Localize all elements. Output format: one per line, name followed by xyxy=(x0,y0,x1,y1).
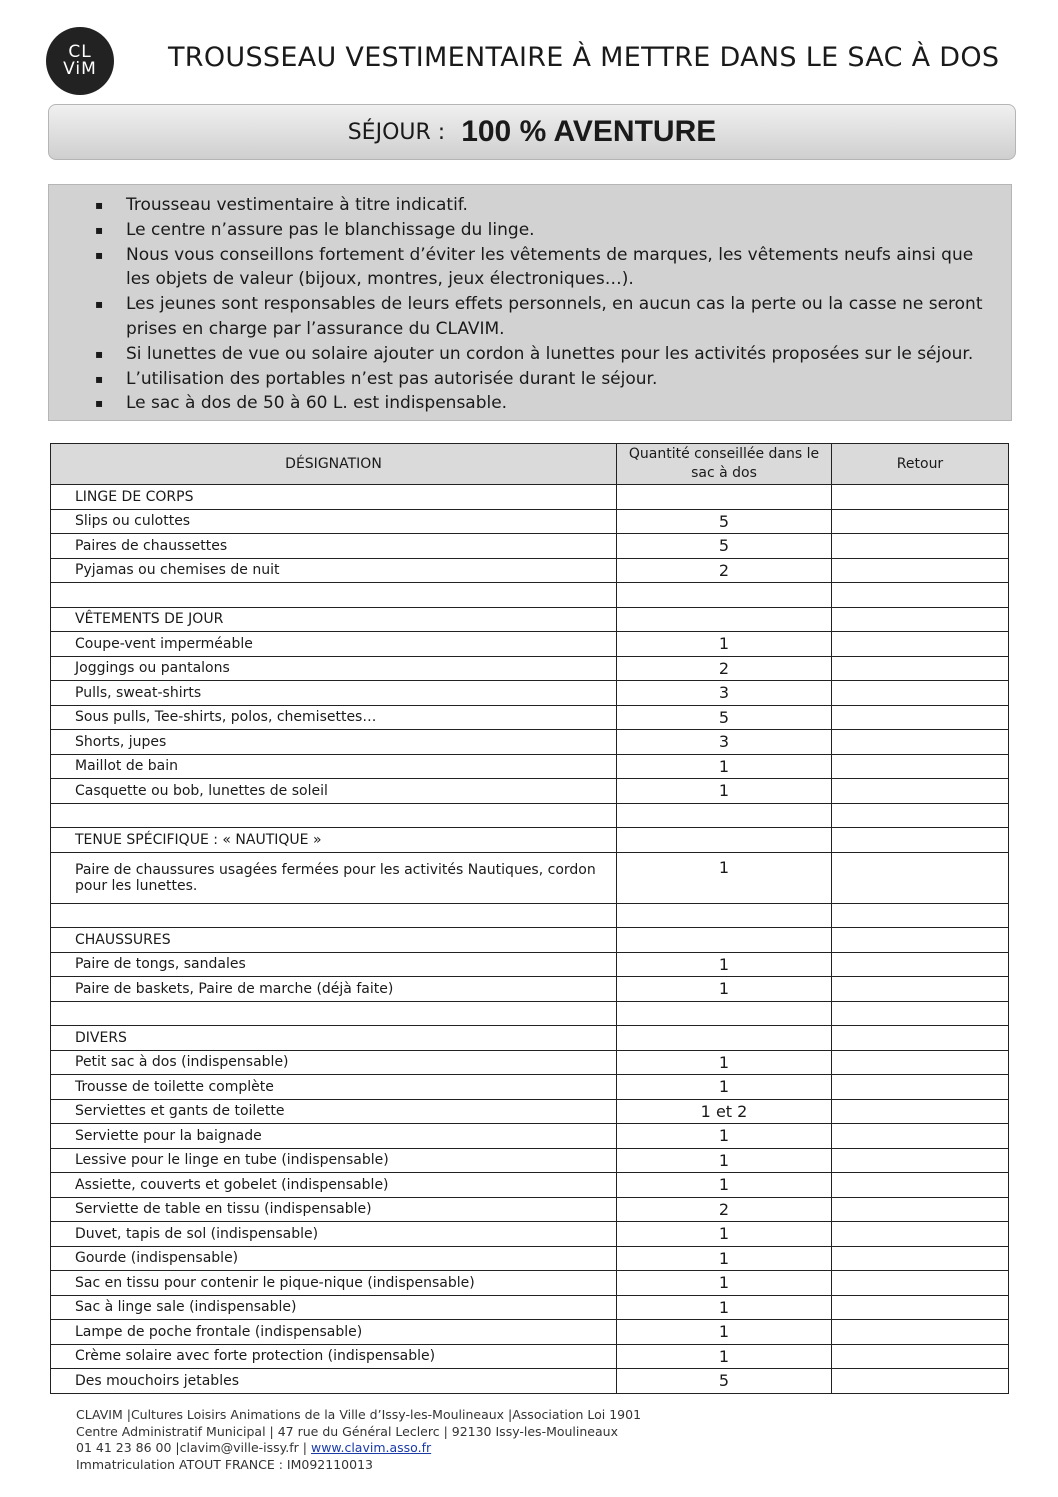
cell-quantity: 2 xyxy=(617,1197,832,1222)
note-item xyxy=(49,292,1001,342)
logo-text-top: CL xyxy=(68,42,92,62)
cell-designation: TENUE SPÉCIFIQUE : « NAUTIQUE » xyxy=(51,828,617,853)
cell-designation: Maillot de bain xyxy=(51,754,617,779)
cell-designation: Paire de tongs, sandales xyxy=(51,952,617,977)
cell-quantity xyxy=(617,828,832,853)
table-row xyxy=(51,1001,1009,1026)
note-text: Trousseau vestimentaire à titre indicatif. xyxy=(126,195,468,215)
table-row xyxy=(51,828,1009,853)
bullet-icon: ▪ xyxy=(95,198,104,212)
cell-quantity: 1 xyxy=(617,1075,832,1100)
cell-quantity: 1 xyxy=(617,1295,832,1320)
note-text: L’utilisation des portables n’est pas autorisée durant le séjour. xyxy=(126,368,658,389)
table-row xyxy=(51,1295,1009,1320)
cell-retour xyxy=(832,1124,1009,1149)
cell-designation: Serviette de table en tissu (indispensable) xyxy=(51,1197,617,1222)
cell-quantity: 1 xyxy=(617,1148,832,1173)
table-row xyxy=(51,1050,1009,1075)
table-row xyxy=(51,1124,1009,1149)
cell-retour xyxy=(832,1148,1009,1173)
cell-retour xyxy=(832,952,1009,977)
notes-box xyxy=(48,184,1012,421)
table-row xyxy=(51,607,1009,632)
cell-retour xyxy=(832,632,1009,657)
cell-retour xyxy=(832,928,1009,953)
cell-retour xyxy=(832,1344,1009,1369)
note-item xyxy=(49,367,1001,392)
website-link[interactable]: www.clavim.asso.fr xyxy=(310,1440,432,1455)
cell-designation: Serviette pour la baignade xyxy=(51,1124,617,1149)
sejour-banner xyxy=(48,104,1016,160)
cell-retour xyxy=(832,828,1009,853)
footer-line-2: Centre Administratif Municipal | 47 rue du Général Leclerc | 92130 Issy-les-Moulineaux xyxy=(76,1423,618,1439)
table-row xyxy=(51,852,1009,903)
cell-designation: CHAUSSURES xyxy=(51,928,617,953)
bullet-icon: ▪ xyxy=(95,346,104,361)
note-item xyxy=(49,391,1001,416)
footer-line-1: CLAVIM |Cultures Loisirs Animations de la Ville d’Issy-les-Moulineaux |Association Loi 1901 xyxy=(76,1407,642,1422)
cell-retour xyxy=(832,903,1009,928)
cell-quantity: 3 xyxy=(617,730,832,755)
cell-designation: Petit sac à dos (indispensable) xyxy=(51,1050,617,1075)
cell-designation: DIVERS xyxy=(51,1026,617,1051)
bullet-icon: ▪ xyxy=(95,371,104,386)
table-row xyxy=(51,754,1009,779)
cell-quantity: 1 xyxy=(617,1173,832,1198)
table-row xyxy=(51,803,1009,828)
cell-designation: Sous pulls, Tee-shirts, polos, chemisettes… xyxy=(51,705,617,730)
table-row xyxy=(51,681,1009,706)
trousseau-table xyxy=(50,443,1009,1394)
cell-quantity: 1 xyxy=(617,1222,832,1247)
cell-retour xyxy=(832,656,1009,681)
footer-contact: 01 41 23 86 00 |clavim@ville-issy.fr | xyxy=(76,1440,311,1455)
cell-quantity: 1 xyxy=(617,1050,832,1075)
table-row xyxy=(51,779,1009,804)
cell-designation: Sac à linge sale (indispensable) xyxy=(51,1295,617,1320)
cell-retour xyxy=(832,1320,1009,1345)
table-row xyxy=(51,632,1009,657)
cell-designation: Sac en tissu pour contenir le pique-nique (indispensable) xyxy=(51,1271,617,1296)
table-row xyxy=(51,509,1009,534)
table-header-row xyxy=(51,444,1009,485)
cell-designation: Paire de baskets, Paire de marche (déjà faite) xyxy=(51,977,617,1002)
bullet-icon: ▪ xyxy=(95,247,104,262)
table-row xyxy=(51,730,1009,755)
cell-quantity xyxy=(617,1001,832,1026)
cell-retour xyxy=(832,583,1009,608)
cell-retour xyxy=(832,852,1009,903)
cell-quantity: 1 xyxy=(617,779,832,804)
cell-quantity: 1 et 2 xyxy=(617,1099,832,1124)
cell-retour xyxy=(832,1369,1009,1394)
footer-line-3 xyxy=(76,1440,641,1457)
cell-retour xyxy=(832,730,1009,755)
logo-text-bottom: ViM xyxy=(63,59,97,79)
table-row xyxy=(51,1271,1009,1296)
table-row xyxy=(51,558,1009,583)
cell-designation: Serviettes et gants de toilette xyxy=(51,1099,617,1124)
cell-designation: Des mouchoirs jetables xyxy=(51,1369,617,1394)
cell-designation: Coupe-vent imperméable xyxy=(51,632,617,657)
cell-designation: Shorts, jupes xyxy=(51,730,617,755)
cell-designation xyxy=(51,1001,617,1026)
table-row xyxy=(51,534,1009,559)
cell-designation: Lessive pour le linge en tube (indispensable) xyxy=(51,1148,617,1173)
note-item xyxy=(49,342,1001,367)
cell-retour xyxy=(832,754,1009,779)
cell-designation: VÊTEMENTS DE JOUR xyxy=(51,607,617,632)
table-row xyxy=(51,485,1009,510)
table-row xyxy=(51,1075,1009,1100)
table-row xyxy=(51,656,1009,681)
cell-designation: Lampe de poche frontale (indispensable) xyxy=(51,1320,617,1345)
cell-quantity: 1 xyxy=(617,1344,832,1369)
cell-designation: Joggings ou pantalons xyxy=(51,656,617,681)
cell-quantity: 2 xyxy=(617,656,832,681)
cell-quantity: 5 xyxy=(617,1369,832,1394)
cell-quantity: 3 xyxy=(617,681,832,706)
cell-quantity: 5 xyxy=(617,509,832,534)
table-row xyxy=(51,583,1009,608)
cell-quantity xyxy=(617,928,832,953)
cell-retour xyxy=(832,1295,1009,1320)
cell-quantity xyxy=(617,485,832,510)
table-row xyxy=(51,1344,1009,1369)
page-title: TROUSSEAU VESTIMENTAIRE À METTRE DANS LE SAC À DOS xyxy=(168,42,1000,73)
table-row xyxy=(51,1173,1009,1198)
cell-retour xyxy=(832,1075,1009,1100)
sejour-name: 100 % AVENTURE xyxy=(461,115,717,148)
cell-quantity: 1 xyxy=(617,1246,832,1271)
table-row xyxy=(51,705,1009,730)
cell-retour xyxy=(832,1271,1009,1296)
cell-retour xyxy=(832,803,1009,828)
cell-quantity: 5 xyxy=(617,534,832,559)
cell-designation xyxy=(51,903,617,928)
cell-retour xyxy=(832,977,1009,1002)
cell-retour xyxy=(832,1222,1009,1247)
cell-designation: Pulls, sweat-shirts xyxy=(51,681,617,706)
notes-list xyxy=(49,185,1011,416)
table-row xyxy=(51,1099,1009,1124)
header-retour: Retour xyxy=(832,444,1009,485)
sejour-label: SÉJOUR : xyxy=(347,119,446,145)
clavim-logo xyxy=(46,27,114,95)
cell-retour xyxy=(832,558,1009,583)
cell-retour xyxy=(832,705,1009,730)
cell-retour xyxy=(832,534,1009,559)
cell-quantity: 2 xyxy=(617,558,832,583)
cell-designation xyxy=(51,583,617,608)
cell-retour xyxy=(832,1001,1009,1026)
cell-designation: Paires de chaussettes xyxy=(51,534,617,559)
table-row xyxy=(51,1026,1009,1051)
cell-designation: Casquette ou bob, lunettes de soleil xyxy=(51,779,617,804)
footer-line-4: Immatriculation ATOUT FRANCE : IM092110013 xyxy=(76,1456,373,1472)
cell-quantity: 1 xyxy=(617,952,832,977)
header-quantity: Quantité conseillée dans le sac à dos xyxy=(617,444,832,485)
cell-retour xyxy=(832,1026,1009,1051)
bullet-icon: ▪ xyxy=(95,222,104,237)
cell-retour xyxy=(832,1050,1009,1075)
table-row xyxy=(51,1222,1009,1247)
cell-quantity: 1 xyxy=(617,852,832,903)
cell-quantity xyxy=(617,583,832,608)
cell-retour xyxy=(832,1197,1009,1222)
cell-designation: Slips ou culottes xyxy=(51,509,617,534)
cell-designation: Gourde (indispensable) xyxy=(51,1246,617,1271)
table-row xyxy=(51,928,1009,953)
header-designation: DÉSIGNATION xyxy=(51,444,617,485)
note-item xyxy=(49,218,1001,243)
table-row xyxy=(51,903,1009,928)
cell-retour xyxy=(832,1099,1009,1124)
cell-quantity xyxy=(617,803,832,828)
note-text: Les jeunes sont responsables de leurs effets personnels, en aucun cas la perte ou la casse ne seront prises en charge par l’assurance du CLAVIM. xyxy=(126,294,983,339)
cell-quantity: 1 xyxy=(617,1124,832,1149)
cell-quantity: 1 xyxy=(617,1271,832,1296)
cell-designation xyxy=(51,803,617,828)
bullet-icon: ▪ xyxy=(95,297,104,312)
cell-quantity xyxy=(617,1026,832,1051)
bullet-icon: ▪ xyxy=(95,396,104,411)
cell-retour xyxy=(832,681,1009,706)
cell-retour xyxy=(832,485,1009,510)
note-text: Le centre n’assure pas le blanchissage du linge. xyxy=(126,219,535,240)
note-text: Nous vous conseillons fortement d’éviter les vêtements de marques, les vêtements neufs ainsi que les objets de valeur (bijoux, montres, jeux électroniques…). xyxy=(126,244,974,290)
note-text: Le sac à dos de 50 à 60 L. est indispensable. xyxy=(126,393,508,414)
table-row xyxy=(51,1246,1009,1271)
note-text: Si lunettes de vue ou solaire ajouter un cordon à lunettes pour les activités proposées sur le séjour. xyxy=(126,343,974,364)
table-row xyxy=(51,1369,1009,1394)
cell-quantity xyxy=(617,903,832,928)
table-row xyxy=(51,1197,1009,1222)
cell-quantity: 5 xyxy=(617,705,832,730)
cell-designation: Trousse de toilette complète xyxy=(51,1075,617,1100)
cell-designation: Paire de chaussures usagées fermées pour les activités Nautiques, cordon pour les lunettes. xyxy=(51,852,617,903)
footer xyxy=(76,1407,641,1473)
cell-designation: Assiette, couverts et gobelet (indispensable) xyxy=(51,1173,617,1198)
note-item xyxy=(49,243,1001,293)
cell-designation: Duvet, tapis de sol (indispensable) xyxy=(51,1222,617,1247)
cell-quantity: 1 xyxy=(617,632,832,657)
cell-quantity xyxy=(617,607,832,632)
cell-retour xyxy=(832,779,1009,804)
cell-designation: Pyjamas ou chemises de nuit xyxy=(51,558,617,583)
cell-retour xyxy=(832,607,1009,632)
cell-quantity: 1 xyxy=(617,1320,832,1345)
cell-quantity: 1 xyxy=(617,977,832,1002)
cell-retour xyxy=(832,1173,1009,1198)
cell-retour xyxy=(832,1246,1009,1271)
cell-designation: LINGE DE CORPS xyxy=(51,485,617,510)
table-row xyxy=(51,977,1009,1002)
cell-quantity: 1 xyxy=(617,754,832,779)
cell-designation: Crème solaire avec forte protection (indispensable) xyxy=(51,1344,617,1369)
table-row xyxy=(51,1320,1009,1345)
table-row xyxy=(51,952,1009,977)
cell-retour xyxy=(832,509,1009,534)
note-item xyxy=(49,193,1001,218)
table-row xyxy=(51,1148,1009,1173)
